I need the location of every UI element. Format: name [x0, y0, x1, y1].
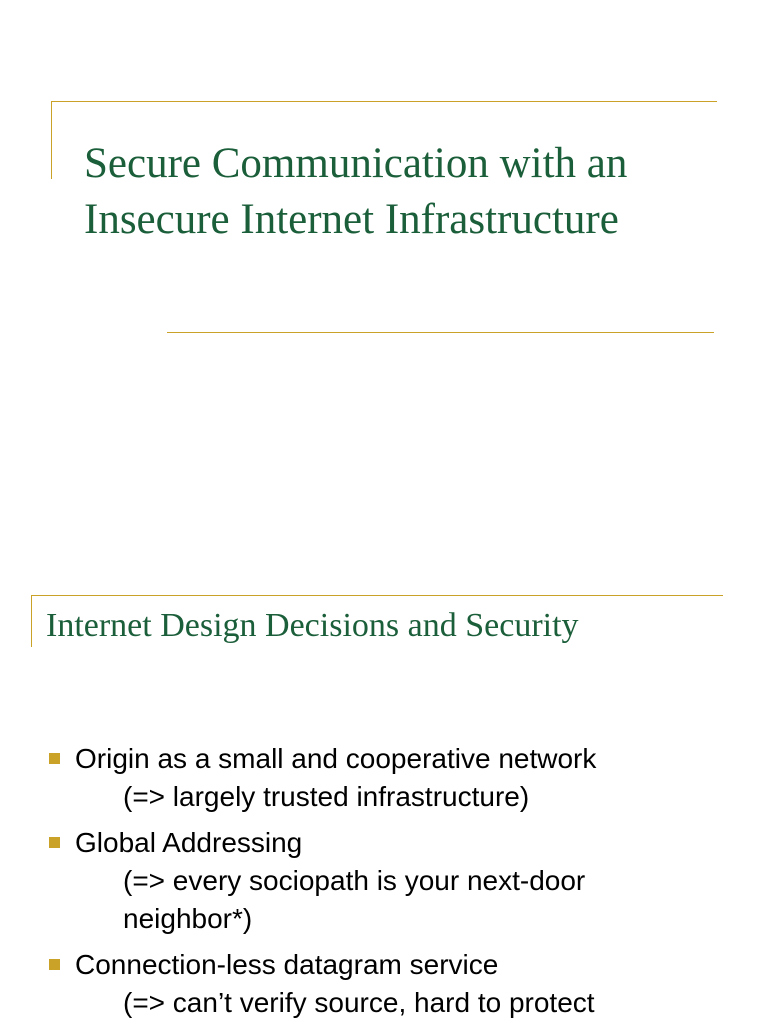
- subtext-line: (=> can’t verify source, hard to protect: [123, 987, 595, 1018]
- top-rule: [31, 595, 723, 596]
- bullet-list: [0, 740, 768, 1030]
- list-item: [0, 824, 768, 938]
- bullet-text: Global Addressing: [75, 827, 303, 858]
- bullet-subtext: [75, 984, 768, 1022]
- content-slide: [0, 560, 768, 1024]
- subtext-line: (=> largely trusted infrastructure): [123, 781, 530, 812]
- subtext-line: neighbor*): [123, 903, 253, 934]
- list-item: [0, 740, 768, 816]
- bullet-subtext: [75, 862, 768, 938]
- subtitle-rule: [167, 332, 714, 333]
- subtext-line: (=> every sociopath is your next-door: [123, 865, 586, 896]
- top-rule: [51, 101, 717, 102]
- left-rule: [31, 595, 32, 647]
- title-line-1: Secure Communication with an: [84, 140, 628, 187]
- square-bullet-icon: [49, 837, 60, 848]
- square-bullet-icon: [49, 753, 60, 764]
- left-rule: [51, 101, 52, 179]
- list-item: [0, 946, 768, 1022]
- slide-title: [84, 136, 724, 248]
- bullet-subtext: [75, 778, 768, 816]
- bullet-text: Connection-less datagram service: [75, 949, 499, 980]
- slide-title: Internet Design Decisions and Security: [46, 607, 579, 644]
- bullet-text: Origin as a small and cooperative network: [75, 743, 597, 774]
- square-bullet-icon: [49, 959, 60, 970]
- title-line-2: Insecure Internet Infrastructure: [84, 196, 619, 243]
